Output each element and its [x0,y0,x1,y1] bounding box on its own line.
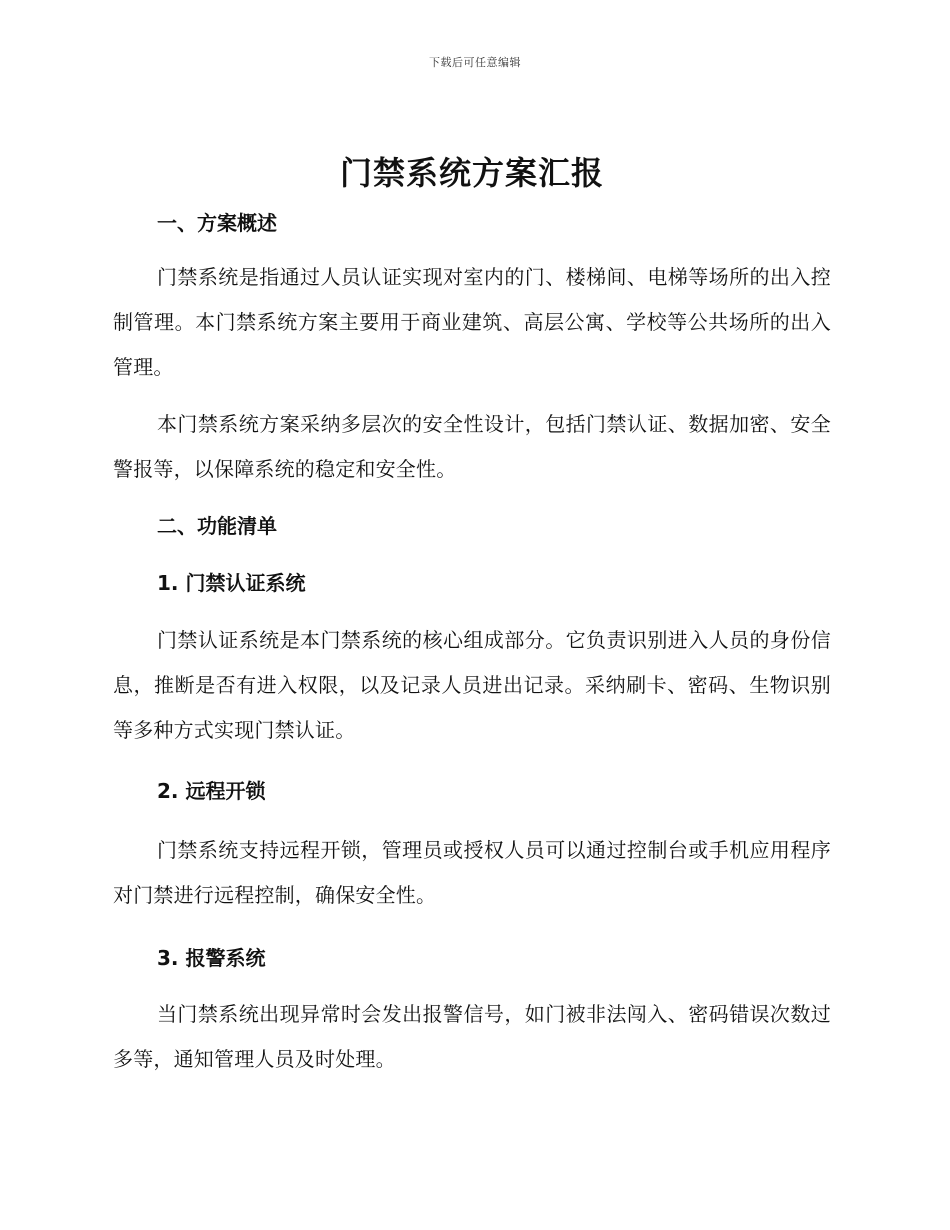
paragraph-overview-1: 门禁系统是指通过人员认证实现对室内的门、楼梯间、电梯等场所的出入控制管理。本门禁系统方案主要用于商业建筑、高层公寓、学校等公共场所的出入管理。 [113,265,831,379]
section-heading-overview: 一、方案概述 [157,211,277,235]
section-heading-functions: 二、功能清单 [157,514,277,538]
paragraph-overview-2: 本门禁系统方案采纳多层次的安全性设计，包括门禁认证、数据加密、安全警报等，以保障系统的稳定和安全性。 [113,412,831,481]
subheading-remote-unlock: 2. 远程开锁 [157,779,266,803]
document-body [113,150,831,1082]
subheading-auth-system: 1. 门禁认证系统 [157,571,306,595]
header-note: 下载后可任意编辑 [429,56,521,69]
document-title: 门禁系统方案汇报 [339,154,604,192]
subheading-alarm-system: 3. 报警系统 [157,946,266,970]
paragraph-alarm-system: 当门禁系统出现异常时会发出报警信号，如门被非法闯入、密码错误次数过多等，通知管理人员及时处理。 [113,1002,831,1071]
paragraph-remote-unlock: 门禁系统支持远程开锁，管理员或授权人员可以通过控制台或手机应用程序对门禁进行远程控制，确保安全性。 [113,838,831,907]
paragraph-auth-system: 门禁认证系统是本门禁系统的核心组成部分。它负责识别进入人员的身份信息，推断是否有进入权限，以及记录人员进出记录。采纳刷卡、密码、生物识别等多种方式实现门禁认证。 [113,628,831,742]
